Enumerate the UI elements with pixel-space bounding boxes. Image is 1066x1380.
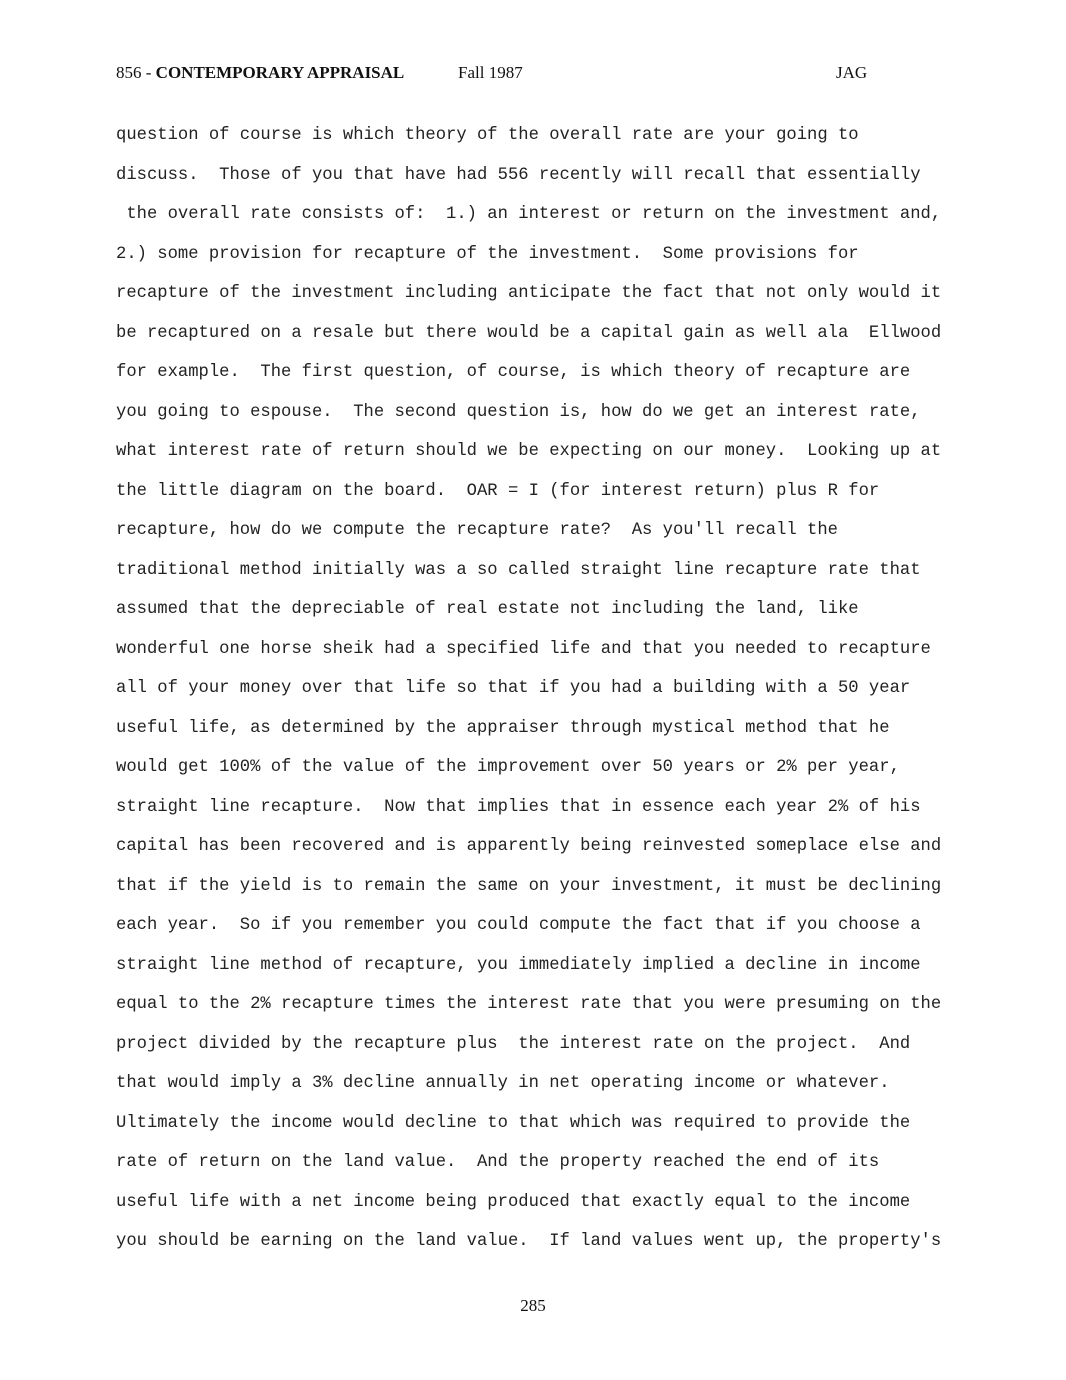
text-line: wonderful one horse sheik had a specified life and that you needed to recapture (116, 639, 931, 659)
text-line: be recaptured on a resale but there would be a capital gain as well ala Ellwood (116, 323, 942, 343)
text-line: question of course is which theory of the overall rate are your going to (116, 126, 859, 145)
text-line: you going to espouse. The second question is, how do we get an interest rate, (116, 402, 921, 422)
text-line: recapture of the investment including anticipate the fact that not only would it (116, 284, 942, 303)
text-line: recapture, how do we compute the recapture rate? As you'll recall the (116, 521, 838, 540)
text-line: useful life, as determined by the appraiser through mystical method that he (116, 718, 890, 738)
page-number: 285 (520, 1296, 546, 1315)
course-number: 856 - (116, 63, 156, 82)
text-line: equal to the 2% recapture times the interest rate that you were presuming on the (116, 995, 942, 1014)
text-line: would get 100% of the value of the improvement over 50 years or 2% per year, (116, 758, 900, 777)
text-line: what interest rate of return should we be expecting on our money. Looking up at (116, 442, 942, 461)
text-line: traditional method initially was a so called straight line recapture rate that (116, 560, 921, 580)
term-label: Fall 1987 (458, 63, 523, 82)
text-line: that would imply a 3% decline annually in net operating income or whatever. (116, 1074, 890, 1093)
text-line: straight line recapture. Now that implies that in essence each year 2% of his (116, 797, 921, 817)
text-line: capital has been recovered and is apparently being reinvested someplace else and (116, 837, 942, 856)
transcript-body (116, 124, 966, 1270)
course-name: CONTEMPORARY APPRAISAL (155, 63, 405, 82)
text-line: assumed that the depreciable of real estate not including the land, like (116, 600, 859, 619)
text-line: straight line method of recapture, you immediately implied a decline in income (116, 955, 921, 975)
text-line: that if the yield is to remain the same on your investment, it must be declining (116, 876, 942, 896)
page-header (116, 62, 876, 86)
author-initials: JAG (836, 63, 868, 82)
text-line: project divided by the recapture plus the interest rate on the project. And (116, 1034, 911, 1054)
text-line: 2.) some provision for recapture of the investment. Some provisions for (116, 244, 859, 264)
text-line: discuss. Those of you that have had 556 recently will recall that essentially (116, 165, 921, 185)
text-line: useful life with a net income being produced that exactly equal to the income (116, 1192, 911, 1212)
course-title (116, 62, 404, 84)
text-line: the overall rate consists of: 1.) an interest or return on the investment and, (116, 205, 942, 224)
text-line: the little diagram on the board. OAR = I (for interest return) plus R for (116, 481, 880, 501)
text-line: Ultimately the income would decline to that which was required to provide the (116, 1113, 911, 1133)
text-line: all of your money over that life so that if you had a building with a 50 year (116, 679, 911, 698)
text-line: you should be earning on the land value. If land values went up, the property's (116, 1232, 942, 1251)
text-line: each year. So if you remember you could compute the fact that if you choose a (116, 916, 921, 935)
text-line: rate of return on the land value. And the property reached the end of its (116, 1153, 880, 1172)
text-line: for example. The first question, of course, is which theory of recapture are (116, 363, 911, 382)
